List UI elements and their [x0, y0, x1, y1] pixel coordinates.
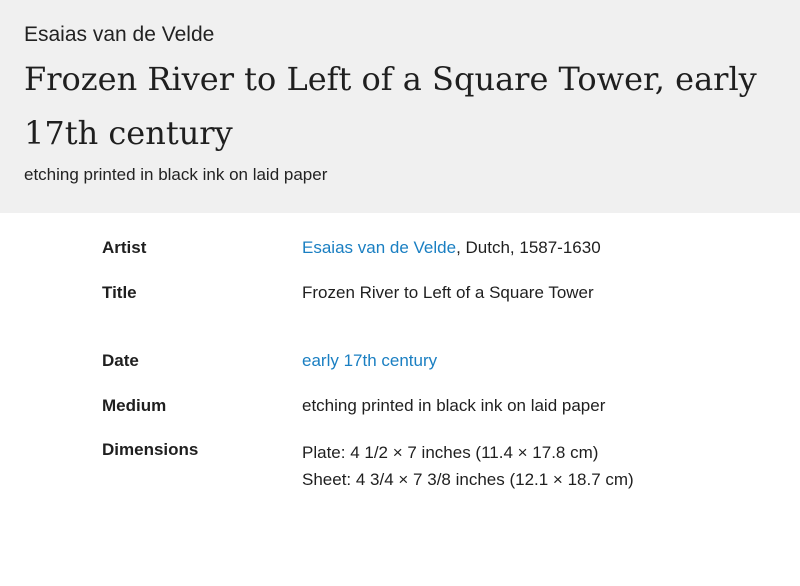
dimensions-value	[302, 439, 782, 493]
sheet-dimensions: Sheet: 4 3/4 × 7 3/8 inches (12.1 × 18.7 cm)	[302, 470, 634, 489]
title-label: Title	[102, 283, 137, 302]
title-value: Frozen River to Left of a Square Tower	[302, 283, 594, 302]
medium-value: etching printed in black ink on laid paper	[302, 396, 606, 415]
artist-label: Artist	[102, 238, 147, 257]
header-artist-name: Esaias van de Velde	[24, 23, 215, 46]
dimensions-label: Dimensions	[102, 440, 199, 459]
date-link[interactable]: early 17th century	[302, 351, 438, 370]
artist-value	[302, 237, 782, 259]
date-value	[302, 350, 782, 372]
header-medium: etching printed in black ink on laid paper	[24, 165, 328, 184]
plate-dimensions: Plate: 4 1/2 × 7 inches (11.4 × 17.8 cm)	[302, 443, 599, 462]
medium-label: Medium	[102, 396, 167, 415]
date-label: Date	[102, 351, 139, 370]
page-title: Frozen River to Left of a Square Tower, early 17th century	[24, 60, 757, 152]
artist-link[interactable]: Esaias van de Velde	[302, 238, 457, 257]
object-details-table	[0, 213, 800, 513]
object-header	[0, 0, 800, 213]
artist-nationality-dates: , Dutch, 1587-1630	[456, 238, 601, 257]
